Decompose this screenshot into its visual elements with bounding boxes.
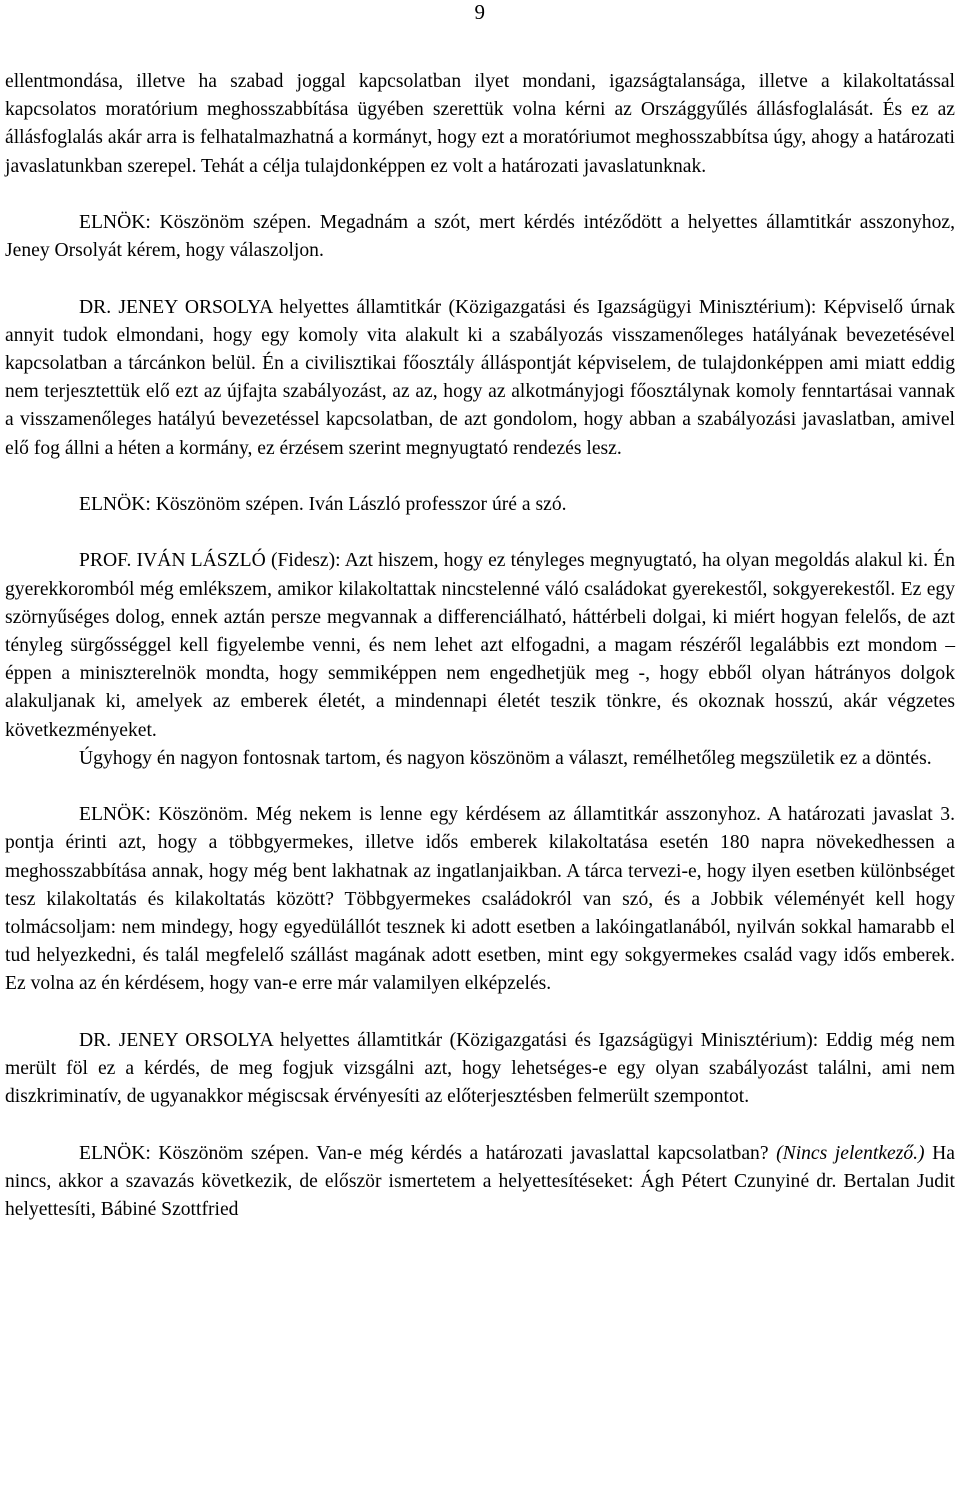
paragraph: ELNÖK: Köszönöm szépen. Iván László professzor úré a szó. xyxy=(79,494,567,515)
paragraph: ellentmondása, illetve ha szabad joggal kapcsolatban ilyet mondani, igazságtalansága, illetve a kilakoltatással kapcsolatos moratórium meghosszabbítása ügyében szerettük volna kérni az Országgyűlés állásfoglalását. És ez az állásfoglalás akár arra is felhatalmazhatná a kormányt, hogy ezt a moratóriumot meghosszabbítsa úgy, ahogy a határozati javaslatunkban szerepel. Tehát a célja tulajdonképpen ez volt a határozati javaslatunknak. xyxy=(5,71,955,177)
page-number: 9 xyxy=(474,0,485,24)
paragraph: PROF. IVÁN LÁSZLÓ (Fidesz): Azt hiszem, hogy ez tényleges megnyugtató, ha olyan megoldás alakul ki. Én gyerekkoromból még emlékszem, amikor kilakoltattak nincstelenné váló családokat gyerekestől, sokgyerekestől. Ez egy szörnyűséges dolog, ennek aztán persze megvannak a differenciálható, háttérbeli dolgai, ki miért hogyan felelős, de azt tényleg sürgősséggel kell figyelembe venni, és nem lehet azt elfogadni, a magam részéről legalábbis ezt mondom – éppen a miniszterelnök mondta, hogy semmiképpen nem engedhetjük meg -, hogy ebből olyan hátrányos dolgok alakuljanak ki, amelyek az emberek életét, a mindennapi életét teszik tönkre, és okoznak hosszú, akár végzetes következményeket. xyxy=(5,550,955,741)
paragraph-text: ELNÖK: Köszönöm szépen. Van-e még kérdés a határozati javaslattal kapcsolatban? xyxy=(79,1142,777,1164)
paragraph xyxy=(5,1140,955,1225)
paragraph: DR. JENEY ORSOLYA helyettes államtitkár (Közigazgatási és Igazságügyi Minisztérium): Képviselő úrnak annyit tudok elmondani, hogy egy komoly vita alakult ki a szabályozás visszamenőleges hatályának bevezetésével kapcsolatban a tárcánkon belül. Én a civilisztikai főosztály álláspontját képviselem, de tulajdonképpen ami miatt eddig nem terjesztettük elő ezt az újfajta szabályozást, az az, hogy az alkotmányjogi főosztálynak komoly fenntartásai vannak a visszamenőleges hatályú bevezetéssel kapcsolatban, de azt gondolom, hogy abban a szabályozási javaslatban, amivel elő fog állni a héten a kormány, ez érzésem szerint megnyugtató rendezés lesz. xyxy=(5,296,955,459)
paragraph-italic-note: (Nincs jelentkező.) xyxy=(776,1142,925,1164)
paragraph: Úgyhogy én nagyon fontosnak tartom, és nagyon köszönöm a választ, remélhetőleg megszületik ez a döntés. xyxy=(79,747,932,769)
paragraph: ELNÖK: Köszönöm szépen. Megadnám a szót, mert kérdés intéződött a helyettes államtitkár asszonyhoz, Jeney Orsolyát kérem, hogy válaszoljon. xyxy=(5,212,955,262)
paragraph: ELNÖK: Köszönöm. Még nekem is lenne egy kérdésem az államtitkár asszonyhoz. A határozati javaslat 3. pontja érinti azt, hogy a többgyermekes, illetve idős emberek kilakoltatása esetén 180 napra növekedhessen a meghosszabbítása annak, hogy még bent lakhatnak az ingatlanjaikban. A tárca tervezi-e, hogy ilyen esetben különbséget tesz kilakoltatás és kilakoltatás között? Többgyermekes családokról van szó, és a Jobbik véleményét kell hogy tolmácsoljam: nem mindegy, hogy egyedülállót tesznek ki adott esetben a lakóingatlanából, nyilván sokkal hamarabb el tud helyezkedni, és talál megfelelő szállást magának adott esetben, mint egy sokgyermekes család vagy idős emberek. Ez volna az én kérdésem, hogy van-e erre már valamilyen elképzelés. xyxy=(5,804,955,995)
paragraph: DR. JENEY ORSOLYA helyettes államtitkár (Közigazgatási és Igazságügyi Minisztérium): Eddig még nem merült föl ez a kérdés, de meg fogjuk vizsgálni azt, hogy lehetséges-e egy olyan szabályozást találni, ami nem diszkriminatív, de ugyanakkor mégiscsak érvényesíti az előterjesztésben felmerült szempontot. xyxy=(5,1029,955,1108)
document-body xyxy=(5,68,955,1224)
paragraph-text: Ha nincs, akkor a szavazás következik, de először ismertetem a helyettesítéseket: Ágh Pétert Czunyiné dr. Bertalan Judit helyettesíti, Bábiné Szottfried xyxy=(5,1142,955,1221)
